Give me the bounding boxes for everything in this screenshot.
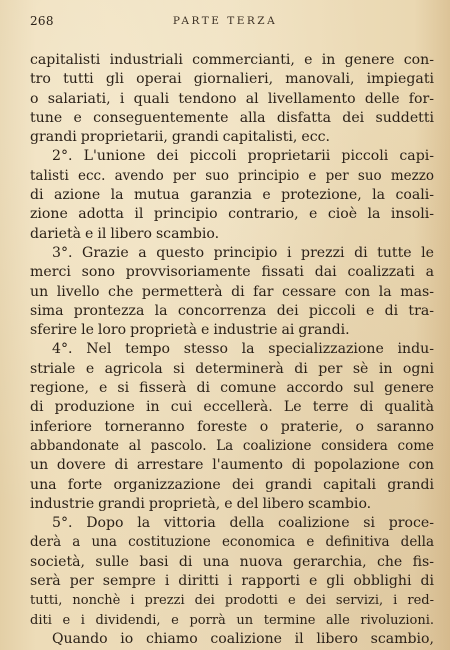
page-header bbox=[0, 14, 450, 34]
text-line: tune e conseguentemente alla disfatta dei suddetti bbox=[30, 109, 434, 126]
text-line: derà a una costituzione economica e definitiva della bbox=[30, 534, 434, 551]
text-line: capitalisti industriali commercianti, e in genere con- bbox=[30, 52, 434, 68]
text-line: grandi proprietarii, grandi capitalisti, ecc. bbox=[30, 129, 331, 146]
text-line: talisti ecc. avendo per suo principio e per suo mezzo bbox=[30, 167, 434, 184]
body-text bbox=[30, 51, 434, 649]
text-line: abbandonate al pascolo. La coalizione considera come bbox=[30, 437, 434, 454]
text-line: Quando io chiamo coalizione il libero scambio, bbox=[52, 630, 434, 647]
text-line: 2°. L'unione dei piccoli proprietarii piccoli capi- bbox=[52, 148, 434, 165]
text-line: una forte organizzazione dei grandi capitali grandi bbox=[30, 476, 434, 493]
page-number: 268 bbox=[30, 14, 54, 28]
text-line: serà per sempre i diritti i rapporti e gli obblighi di bbox=[30, 573, 434, 590]
text-line: un dovere di arrestare l'aumento di popolazione con bbox=[30, 457, 434, 474]
text-line: zione adotta il principio contrario, e cioè la insoli- bbox=[30, 206, 434, 223]
text-line: 3°. Grazie a questo principio i prezzi di tutte le bbox=[52, 244, 434, 261]
text-line: 5°. Dopo la vittoria della coalizione si proce- bbox=[52, 515, 434, 532]
text-line: striale e agricola si determinerà di per sè in ogni bbox=[30, 360, 434, 377]
text-line: di azione la mutua garanzia e protezione, la coali- bbox=[30, 187, 434, 204]
text-line: un livello che permetterà di far cessare con la mas- bbox=[30, 283, 434, 300]
text-line: industrie grandi proprietà, e del libero scambio. bbox=[30, 495, 372, 512]
text-line: tro tutti gli operai giornalieri, manovali, impiegati bbox=[30, 71, 434, 88]
text-line: merci sono provvisoriamente fissati dai coalizzati a bbox=[30, 264, 434, 281]
text-line: regione, e si fisserà di comune accordo sul genere bbox=[30, 380, 434, 397]
text-line: di produzione in cui eccellerà. Le terre di qualità bbox=[30, 399, 434, 416]
text-line: diti e i dividendi, e porrà un termine alle rivoluzioni. bbox=[30, 612, 434, 628]
text-line: o salariati, i quali tendono al livellamento delle for- bbox=[30, 90, 434, 107]
text-line: sferire le loro proprietà e industrie ai grandi. bbox=[30, 322, 350, 339]
text-line: inferiore torneranno foreste o praterie, o saranno bbox=[30, 418, 434, 435]
text-line: sima prontezza la concorrenza dei piccoli e di tra- bbox=[30, 302, 434, 319]
running-head: PARTE TERZA bbox=[172, 15, 278, 27]
text-line: darietà e il libero scambio. bbox=[30, 225, 220, 242]
text-line: tutti, nonchè i prezzi dei prodotti e dei servizi, i red- bbox=[30, 593, 434, 609]
text-line: società, sulle basi di una nuova gerarchia, che fis- bbox=[30, 553, 434, 570]
text-line: 4°. Nel tempo stesso la specializzazione indu- bbox=[52, 341, 434, 358]
